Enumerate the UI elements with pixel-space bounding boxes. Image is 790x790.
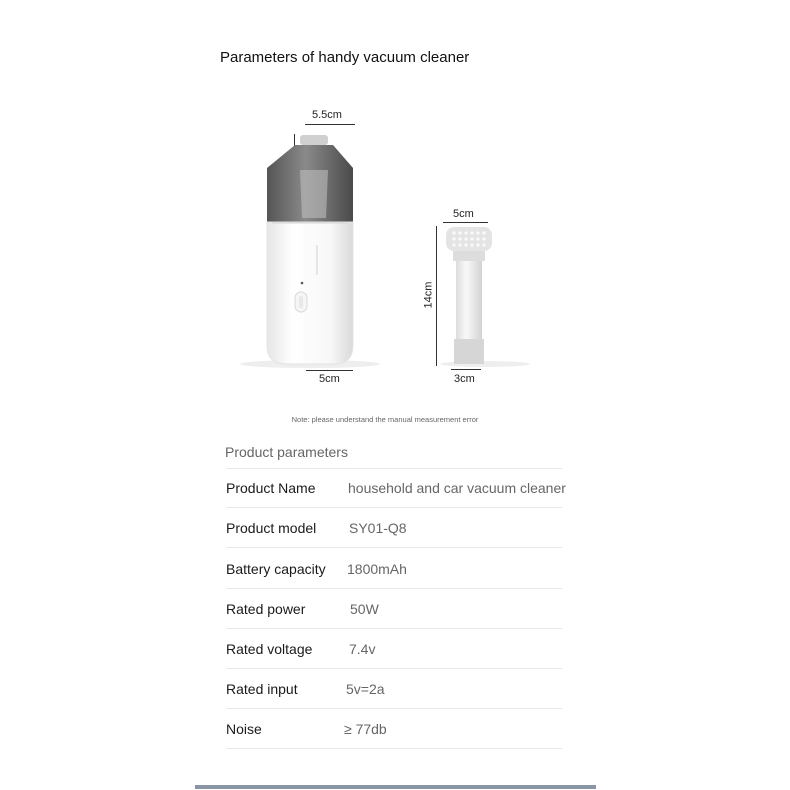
param-row-rated-input (226, 669, 562, 709)
brush-nozzle-image (440, 224, 530, 369)
param-row-product-name (226, 468, 566, 508)
bottom-divider-bar (195, 785, 596, 789)
param-value: SY01-Q8 (349, 520, 407, 536)
divider (226, 547, 562, 548)
param-label: Rated voltage (226, 641, 313, 657)
param-label: Noise (226, 721, 262, 737)
vacuum-cleaner-image (240, 130, 380, 370)
nozzle-height-label: 14cm (422, 281, 435, 309)
param-label: Rated power (226, 601, 306, 617)
param-row-product-model (226, 508, 562, 548)
param-label: Rated input (226, 681, 298, 697)
param-value: 5v=2a (346, 681, 385, 697)
param-row-battery-capacity (226, 549, 562, 589)
param-row-rated-voltage (226, 629, 562, 669)
param-label: Product model (226, 520, 317, 536)
vacuum-bottom-width-line (306, 370, 353, 371)
nozzle-bottom-width-label: 3cm (454, 373, 475, 385)
nozzle-top-width-line (443, 222, 488, 223)
param-label: Battery capacity (226, 561, 326, 577)
param-value: ≥ 77db (344, 721, 387, 737)
param-value: 1800mAh (347, 561, 407, 577)
parameters-section-title: Product parameters (225, 444, 348, 460)
param-value: 7.4v (349, 641, 376, 657)
param-row-noise (226, 709, 562, 749)
param-row-rated-power (226, 589, 562, 629)
vacuum-bottom-width-label: 5cm (319, 373, 340, 385)
param-value: household and car vacuum cleaner (348, 480, 566, 496)
divider (226, 748, 562, 749)
page-title: Parameters of handy vacuum cleaner (220, 49, 470, 66)
param-label: Product Name (226, 480, 316, 496)
nozzle-height-line (436, 226, 437, 366)
nozzle-top-width-label: 5cm (453, 208, 474, 220)
vacuum-top-width-line (305, 124, 355, 125)
vacuum-top-width-label: 5.5cm (312, 109, 342, 121)
param-value: 50W (350, 601, 379, 617)
measurement-note: Note: please understand the manual measurement error (291, 415, 479, 424)
nozzle-bottom-width-line (451, 369, 481, 370)
